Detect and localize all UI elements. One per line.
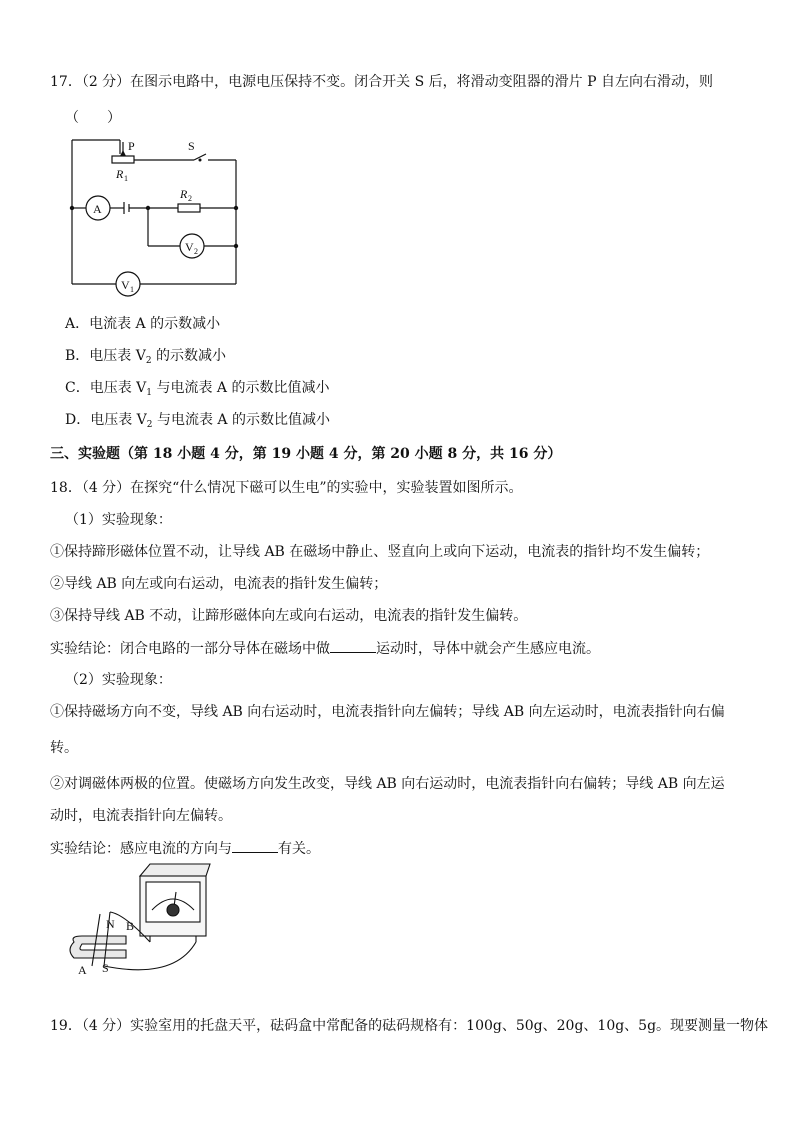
q17-option-c: C．电压表 $V_1$ 与电流表 A 的示数比值减小 [65, 380, 330, 398]
label-R2-sub: 2 [188, 194, 192, 203]
q18-part2-title: （2）实验现象： [65, 672, 172, 688]
q18-part1-item3: ③保持导线 AB 不动，让蹄形磁体向左或向右运动，电流表的指针发生偏转。 [50, 608, 528, 624]
q17-stem: 17．（2 分）在图示电路中，电源电压保持不变。闭合开关 S 后，将滑动变阻器的滑片 P 自左向右滑动，则 [50, 74, 713, 90]
label-ammeter: A [93, 202, 102, 216]
q18-conclusion2: 实验结论：感应电流的方向与 有关。 [50, 838, 320, 859]
q17-option-b: B．电压表 $V_2$ 的示数减小 [65, 348, 227, 366]
q18-part2-item1a: ①保持磁场方向不变，导线 AB 向右运动时，电流表指针向左偏转；导线 AB 向左运动时，电流表指针向右偏 [50, 704, 725, 720]
q18-part1-item1: ①保持蹄形磁体位置不动，让导线 AB 在磁场中静止、竖直向上或向下运动，电流表的指针均不发生偏转； [50, 544, 710, 560]
label-B: B [126, 919, 135, 933]
label-R1-sub: 1 [124, 174, 128, 183]
q18-conclusion1: 实验结论：闭合电路的一部分导体在磁场中做 运动时，导体中就会产生感应电流。 [50, 638, 600, 659]
section-heading: 三、实验题（第 18 小题 4 分，第 19 小题 4 分，第 20 小题 8 分，共 16 分） [50, 446, 562, 462]
q17-option-a: A．电流表 A 的示数减小 [65, 316, 221, 332]
q17-option-d: D．电压表 $V_2$ 与电流表 A 的示数比值减小 [65, 412, 330, 430]
q18-part1-title: （1）实验现象： [65, 512, 172, 528]
q17-answer-paren: （ ） [65, 110, 121, 126]
label-R1: R [116, 167, 124, 181]
q18-part2-item1b: 转。 [50, 740, 78, 756]
label-R2: R [180, 187, 188, 201]
q18-part1-item2: ②导线 AB 向左或向右运动，电流表的指针发生偏转； [50, 576, 388, 592]
label-S: S [188, 139, 195, 153]
label-P: P [128, 139, 135, 153]
q19-stem: 19．（4 分）实验室用的托盘天平，砝码盒中常配备的砝码规格有：100g、50g、20g、10g、5g。现要测量一物体 [50, 1018, 769, 1034]
label-V1: V [121, 278, 130, 292]
q18-part2-item2a: ②对调磁体两极的位置。使磁场方向发生改变，导线 AB 向右运动时，电流表指针向右偏转；导线 AB 向左运 [50, 776, 725, 792]
q18-apparatus-figure [64, 862, 244, 980]
label-V2: V [185, 240, 194, 254]
q17-circuit-diagram [60, 138, 260, 298]
label-A: A [78, 963, 87, 977]
label-N: N [106, 917, 115, 931]
label-S-pole: S [102, 961, 109, 975]
label-V2-sub: 2 [194, 247, 198, 256]
q18-part2-item2b: 动时，电流表指针向左偏转。 [50, 808, 232, 824]
answer-blank-2[interactable] [232, 838, 278, 853]
answer-blank-1[interactable] [330, 638, 376, 653]
q18-stem: 18．（4 分）在探究“什么情况下磁可以生电”的实验中，实验装置如图所示。 [50, 480, 523, 496]
label-V1-sub: 1 [130, 285, 134, 294]
